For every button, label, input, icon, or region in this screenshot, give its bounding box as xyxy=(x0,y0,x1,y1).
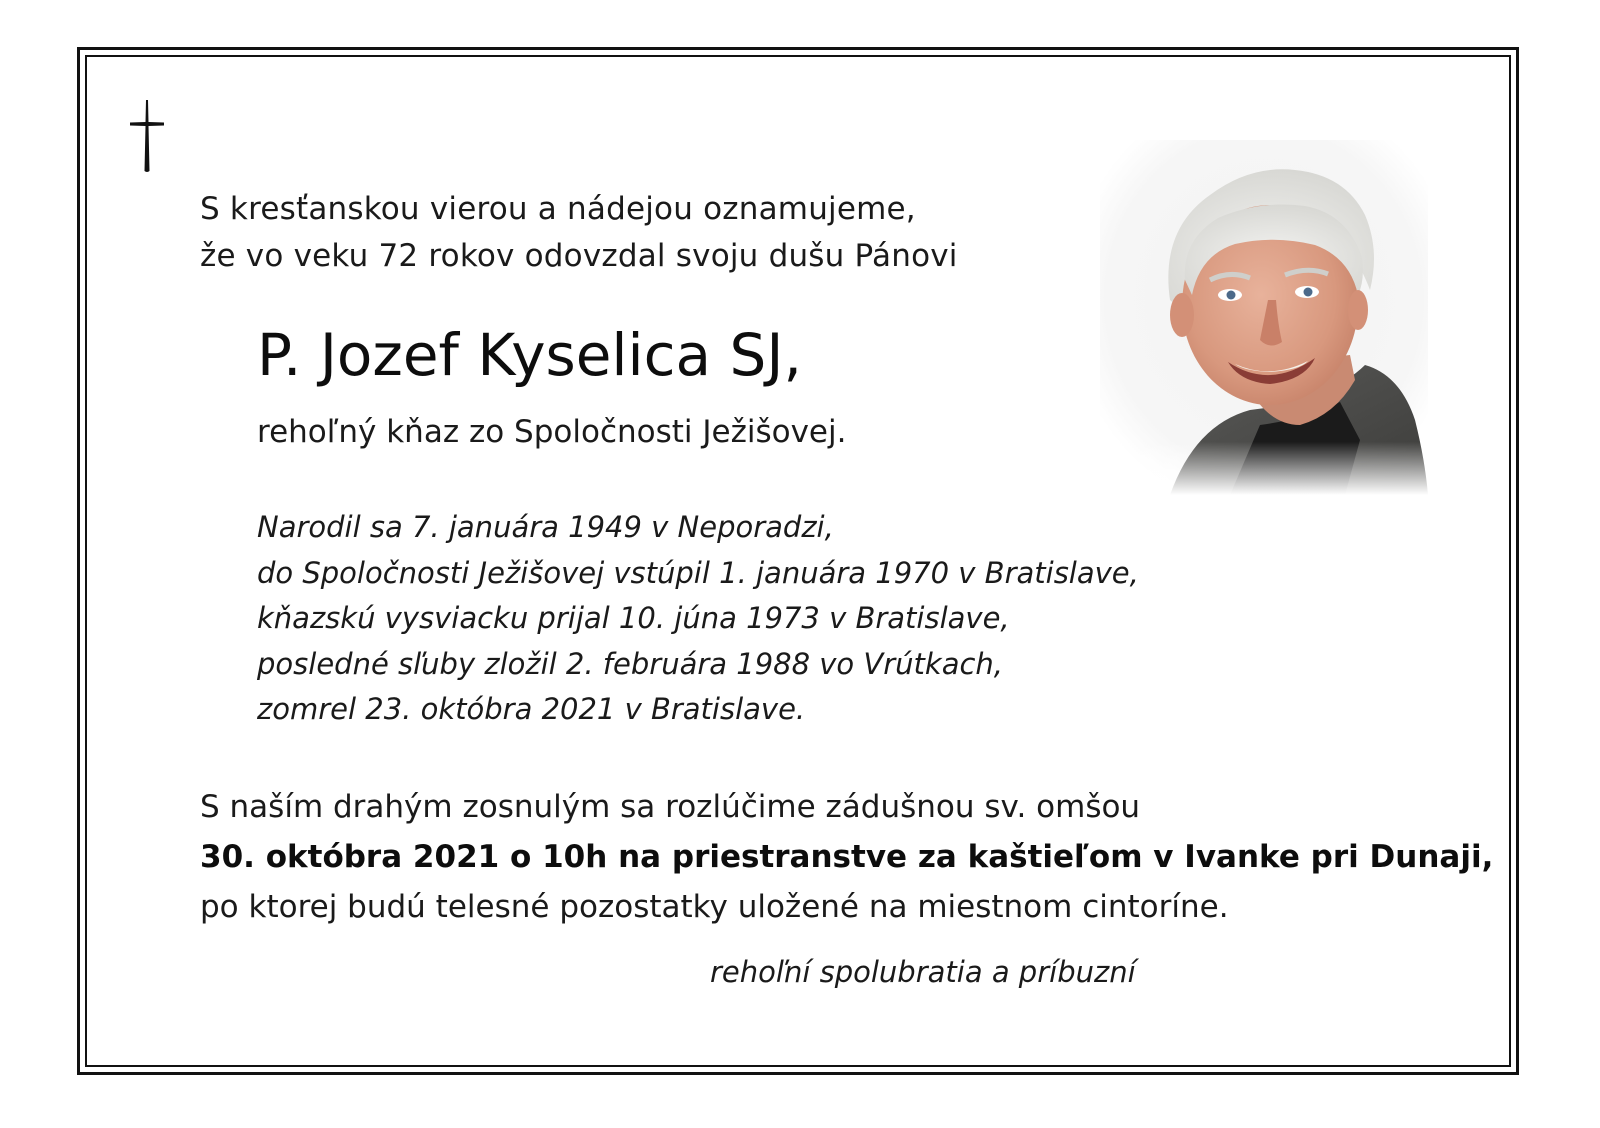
biography xyxy=(257,505,1139,733)
deceased-role: rehoľný kňaz zo Spoločnosti Ježišovej. xyxy=(257,414,847,450)
bio-line: kňazskú vysviacku prijal 10. júna 1973 v Bratislave, xyxy=(257,601,1010,635)
bio-line: zomrel 23. októbra 2021 v Bratislave. xyxy=(257,692,806,726)
cross-icon xyxy=(128,98,166,174)
farewell-line-3: po ktorej budú telesné pozostatky uložené na miestnom cintoríne. xyxy=(200,889,1229,925)
signature: rehoľní spolubratia a príbuzní xyxy=(710,955,1136,989)
bio-line: posledné sľuby zložil 2. februára 1988 vo Vrútkach, xyxy=(257,646,1004,681)
bio-line: Narodil sa 7. januára 1949 v Neporadzi, xyxy=(257,510,834,544)
farewell-date-location: 30. októbra 2021 o 10h na priestranstve za kaštieľom v Ivanke pri Dunaji, xyxy=(200,839,1494,875)
farewell-line-1: S naším drahým zosnulým sa rozlúčime zádušnou sv. omšou xyxy=(200,789,1141,825)
portrait-photo xyxy=(1100,140,1428,495)
farewell-text xyxy=(200,782,1493,932)
intro-text xyxy=(200,186,958,280)
deceased-name: P. Jozef Kyselica SJ, xyxy=(257,321,802,389)
intro-line-2: že vo veku 72 rokov odovzdal svoju dušu Pánovi xyxy=(200,238,958,274)
intro-line-1: S kresťanskou vierou a nádejou oznamujeme, xyxy=(200,191,916,227)
bio-line: do Spoločnosti Ježišovej vstúpil 1. januára 1970 v Bratislave, xyxy=(257,555,1139,590)
